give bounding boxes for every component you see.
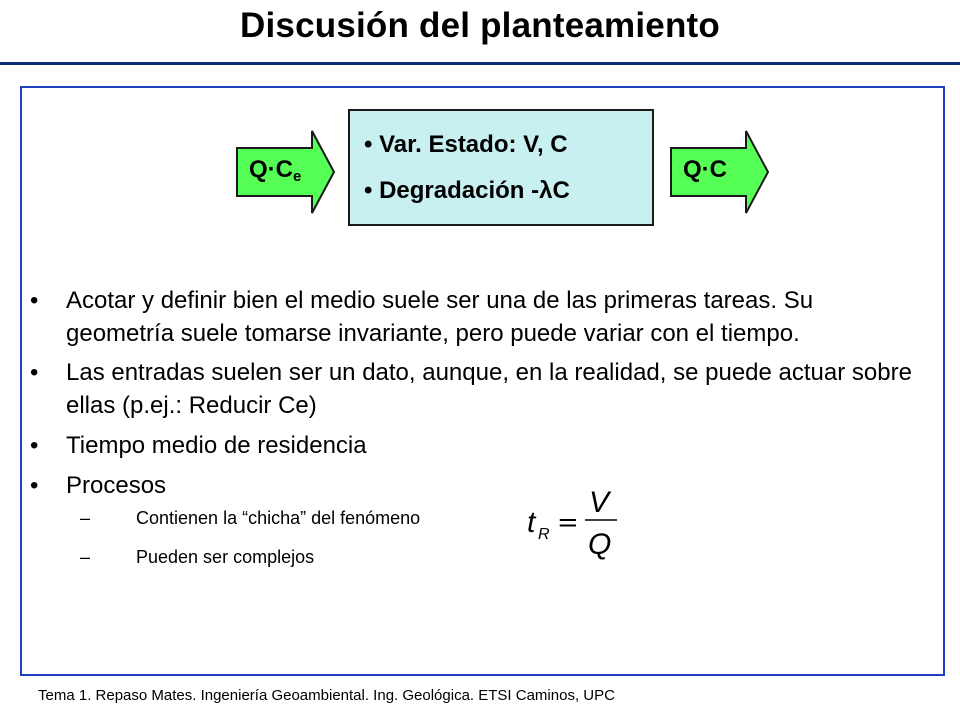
formula-lhs-subscript: R [538,526,550,543]
state-item-variables: • Var. Estado: V, C [364,131,568,158]
state-item-degradation: • Degradación -λC [364,177,570,204]
footer-text: Tema 1. Repaso Mates. Ingeniería Geoambiental. Ing. Geológica. ETSI Caminos, UPC [38,687,615,704]
output-flux-label: Q·C [683,156,727,183]
sub-bullet-item: – Pueden ser complejos [80,547,315,567]
formula-lhs: t [527,506,536,539]
bullet-item: • Las entradas suelen ser un dato, aunque, en la realidad, se puede actuar sobre ellas (p.ej.: Reducir Ce) [30,359,912,419]
title-divider [0,62,960,65]
input-flux-label: $Q\cdot C_e$ [249,156,302,185]
bullet-item: • Procesos [30,472,167,499]
formula-equals: = [557,508,579,538]
formula-denominator: Q [588,528,612,561]
formula-numerator: V [589,486,610,519]
input-flux-subscript: e [293,168,302,185]
sub-bullet-item: – Contienen la “chicha” del fenómeno [80,508,421,528]
state-box [348,109,654,226]
bullet-item: • Tiempo medio de residencia [30,432,367,459]
bullet-item: • Acotar y definir bien el medio suele ser una de las primeras tareas. Su geometría suele tomarse invariante, pero puede variar con el tiempo. [30,287,814,347]
bullet-list [30,284,920,569]
residence-time-formula [525,482,625,562]
slide-title: Discusión del planteamiento [240,6,720,45]
